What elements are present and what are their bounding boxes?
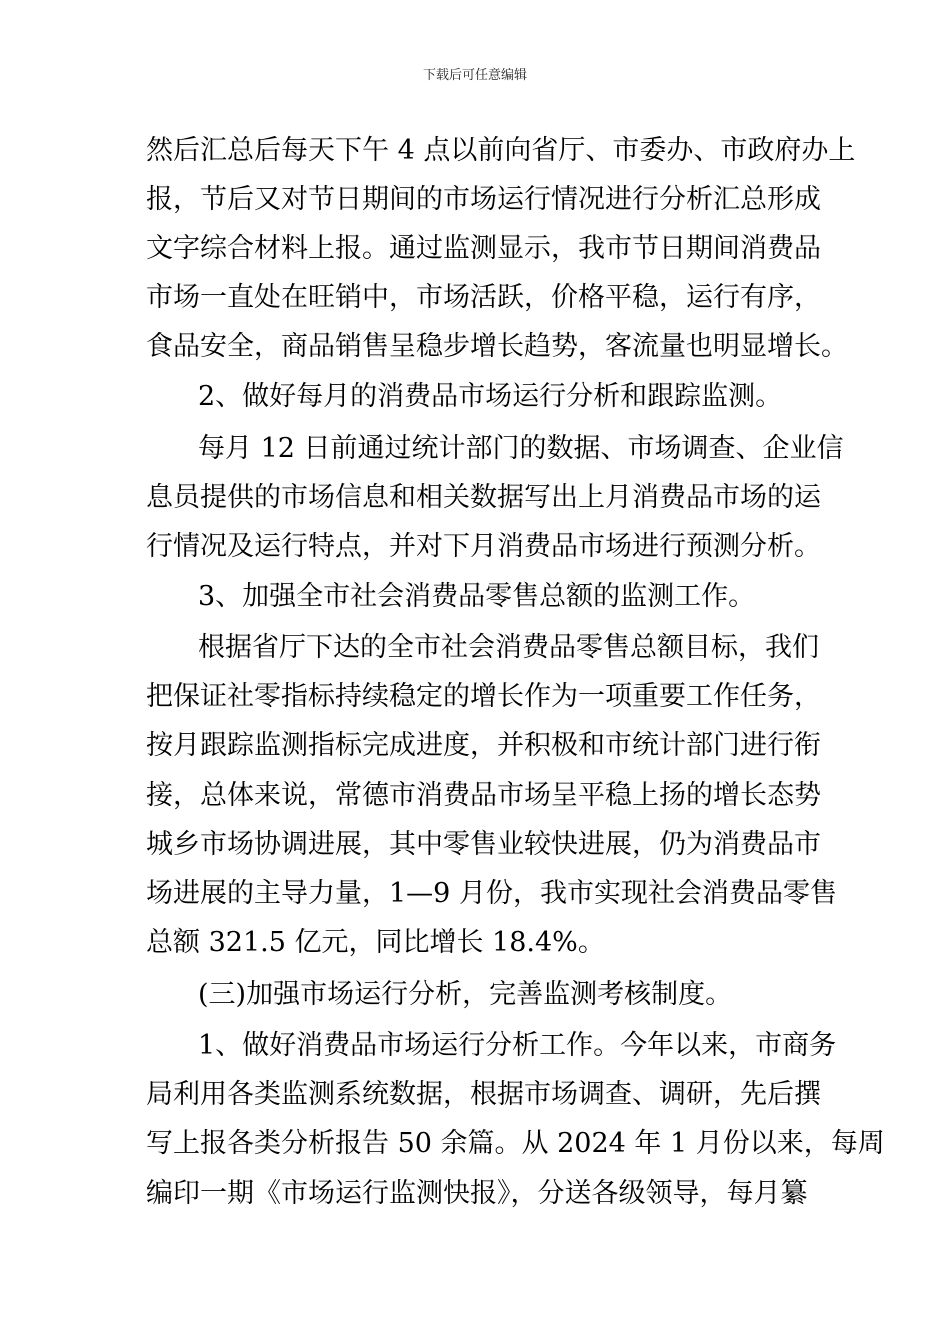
text-line: 接，总体来说，常德市消费品市场呈平稳上扬的增长态势 [146, 780, 821, 811]
text-line: 报，节后又对节日期间的市场运行情况进行分析汇总形成 [146, 184, 821, 215]
text-line: 食品安全，商品销售呈稳步增长趋势，客流量也明显增长。 [146, 331, 848, 362]
text-line: 总额 321.5 亿元，同比增长 18.4%。 [146, 927, 605, 958]
paragraph-first-line: 每月 12 日前通过统计部门的数据、市场调查、企业信 [198, 433, 844, 464]
text-line: 文字综合材料上报。通过监测显示，我市节日期间消费品 [146, 233, 821, 264]
text-line: 然后汇总后每天下午 4 点以前向省厅、市委办、市政府办上 [146, 135, 856, 166]
section-heading: (三)加强市场运行分析，完善监测考核制度。 [198, 979, 733, 1010]
text-line: 城乡市场协调进展，其中零售业较快进展，仍为消费品市 [146, 829, 821, 860]
text-line: 按月跟踪监测指标完成进度，并积极和市统计部门进行衔 [146, 730, 821, 761]
page-header-note: 下载后可任意编辑 [422, 68, 527, 83]
text-line: 写上报各类分析报告 50 余篇。从 2024 年 1 月份以来，每周 [146, 1128, 885, 1159]
text-line: 局利用各类监测系统数据，根据市场调查、调研，先后撰 [146, 1079, 821, 1110]
section-heading: 3、加强全市社会消费品零售总额的监测工作。 [198, 581, 756, 612]
paragraph-first-line: 1、做好消费品市场运行分析工作。今年以来，市商务 [198, 1030, 837, 1061]
text-line: 行情况及运行特点，并对下月消费品市场进行预测分析。 [146, 531, 821, 562]
text-line: 编印一期《市场运行监测快报》，分送各级领导，每月纂 [146, 1178, 808, 1209]
text-line: 息员提供的市场信息和相关数据写出上月消费品市场的运 [146, 482, 821, 513]
paragraph-first-line: 根据省厅下达的全市社会消费品零售总额目标，我们 [198, 632, 819, 663]
text-line: 场进展的主导力量，1—9 月份，我市实现社会消费品零售 [146, 878, 837, 909]
text-line: 把保证社零指标持续稳定的增长作为一项重要工作任务， [146, 681, 821, 712]
text-line: 市场一直处在旺销中，市场活跃，价格平稳，运行有序， [146, 282, 821, 313]
section-heading: 2、做好每月的消费品市场运行分析和跟踪监测。 [198, 381, 783, 412]
